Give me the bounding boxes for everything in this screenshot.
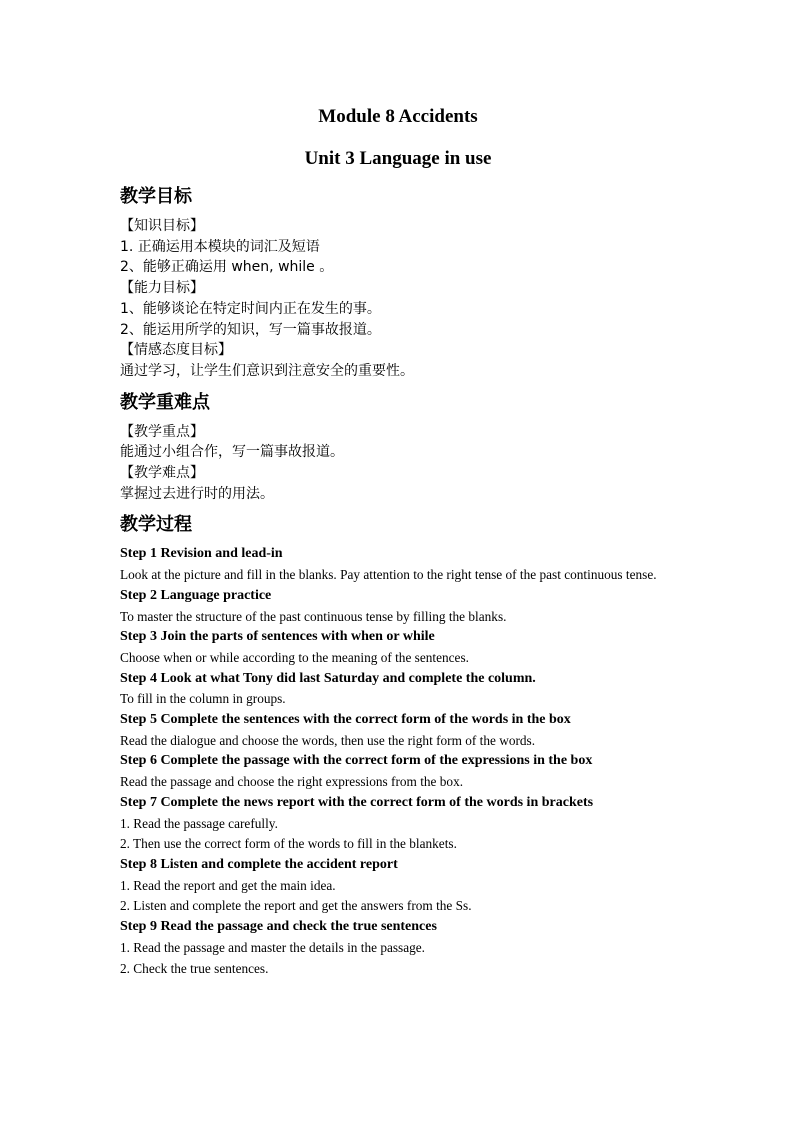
teaching-focus-1: 能通过小组合作，写一篇事故报道。 <box>120 444 344 461</box>
ability-objectives-label: 【能力目标】 <box>120 280 204 297</box>
process-step-text: Choose when or while according to the meaning of the sentences. <box>120 649 469 665</box>
process-step-text: 2. Listen and complete the report and get the answers from the Ss. <box>120 898 472 914</box>
ability-objective-1: 1、能够谈论在特定时间内正在发生的事。 <box>120 300 381 317</box>
teaching-difficulty-label: 【教学难点】 <box>120 465 204 482</box>
document-subtitle: Unit 3 Language in use <box>304 148 492 169</box>
process-step <box>120 793 676 855</box>
process-step <box>120 751 676 792</box>
document-title: Module 8 Accidents <box>318 106 478 127</box>
process-step <box>120 544 676 585</box>
process-step <box>120 710 676 751</box>
process-step-text: 1. Read the report and get the main idea. <box>120 877 336 893</box>
teaching-difficulty-1: 掌握过去进行时的用法。 <box>120 485 274 502</box>
process-step <box>120 586 676 627</box>
document-page <box>120 104 676 979</box>
knowledge-objective-2: 2、能够正确运用 when, while 。 <box>120 259 334 276</box>
process-section <box>120 512 676 979</box>
process-step-title: Step 7 Complete the news report with the correct form of the words in brackets <box>120 794 594 810</box>
teaching-focus-label: 【教学重点】 <box>120 423 204 440</box>
process-step-text: Look at the picture and fill in the blanks. Pay attention to the right tense of the past continuous tense. <box>120 567 657 583</box>
ability-objective-2: 2、能运用所学的知识，写一篇事故报道。 <box>120 321 381 338</box>
process-step-text: Read the dialogue and choose the words, then use the right form of the words. <box>120 732 536 748</box>
objectives-heading: 教学目标 <box>120 186 192 207</box>
objectives-section <box>120 184 676 382</box>
process-step-title: Step 1 Revision and lead-in <box>120 546 283 562</box>
process-step-title: Step 2 Language practice <box>120 587 272 603</box>
process-step-title: Step 4 Look at what Tony did last Saturday and complete the column. <box>120 670 536 686</box>
knowledge-objective-1: 1. 正确运用本模块的词汇及短语 <box>120 238 320 255</box>
process-step-title: Step 5 Complete the sentences with the correct form of the words in the box <box>120 712 571 728</box>
process-step-title: Step 6 Complete the passage with the correct form of the expressions in the box <box>120 753 593 769</box>
process-step <box>120 917 676 979</box>
key-points-heading: 教学重难点 <box>120 391 210 413</box>
process-step <box>120 669 676 710</box>
process-step-text: To master the structure of the past continuous tense by filling the blanks. <box>120 608 507 624</box>
process-steps-list <box>120 544 676 979</box>
process-step-title: Step 3 Join the parts of sentences with when or while <box>120 629 435 645</box>
process-step-title: Step 9 Read the passage and check the true sentences <box>120 919 437 935</box>
process-step-text: 2. Then use the correct form of the words to fill in the blankets. <box>120 836 457 852</box>
process-heading: 教学过程 <box>120 514 192 536</box>
process-step <box>120 855 676 917</box>
process-step <box>120 627 676 668</box>
knowledge-objectives-label: 【知识目标】 <box>120 218 204 234</box>
process-step-title: Step 8 Listen and complete the accident report <box>120 856 398 872</box>
process-step-text: 2. Check the true sentences. <box>120 960 269 976</box>
process-step-text: 1. Read the passage carefully. <box>120 815 278 831</box>
attitude-objectives-label: 【情感态度目标】 <box>120 342 232 359</box>
process-step-text: Read the passage and choose the right expressions from the box. <box>120 774 464 790</box>
process-step-text: To fill in the column in groups. <box>120 691 286 707</box>
attitude-objective-1: 通过学习，让学生们意识到注意安全的重要性。 <box>120 362 414 379</box>
key-points-section <box>120 390 676 505</box>
process-step-text: 1. Read the passage and master the details in the passage. <box>120 939 425 955</box>
